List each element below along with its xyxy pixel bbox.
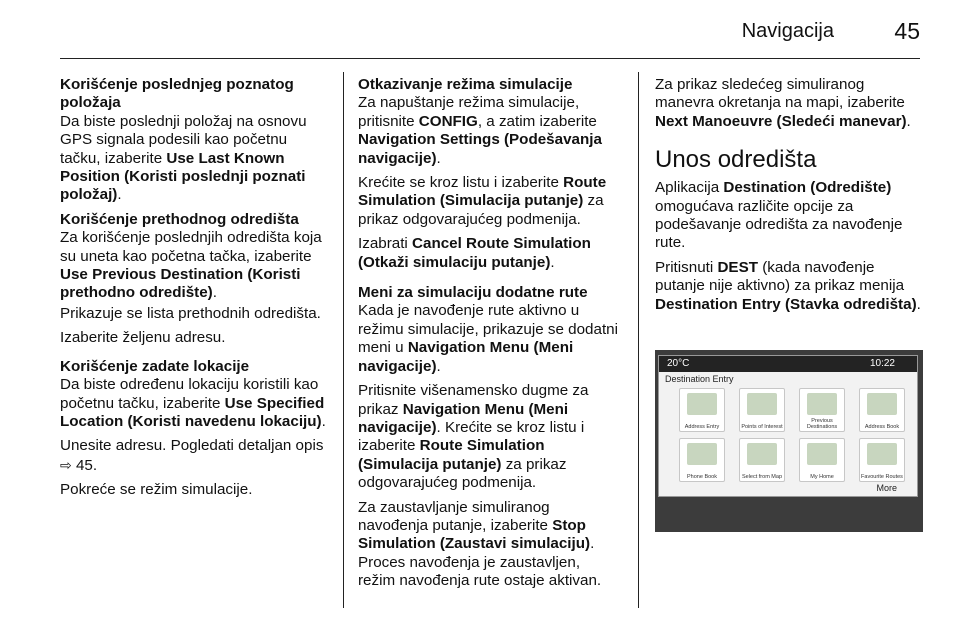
paragraph: Izabrati Cancel Route Simulation (Otkaži simulaciju putanje). [358, 235, 591, 271]
text: Unesite adresu. Pogledati detaljan opis [60, 437, 324, 455]
paragraph: Za zaustavljanje simuliranog navođenja putanje, izaberite Stop Simulation (Zaustavi simulaciju). [358, 498, 595, 553]
heading-additional-menu: Meni za simulaciju dodatne rute [358, 284, 588, 302]
text: Za napuštanje režima simulacije, pritisnite [358, 94, 580, 130]
text: Da biste određenu lokaciju koristili kao početnu tačku, izaberite [60, 376, 319, 412]
map-icon [687, 393, 717, 415]
heading-cancel-simulation: Otkazivanje režima simulacije [358, 76, 573, 93]
column-1 [60, 76, 328, 506]
text: Kada je navođenje rute aktivno u režimu simulacije, prikazuje se dodatni meni u [358, 302, 618, 357]
tile-label: Points of Interest [741, 424, 783, 430]
section-title: Navigacija [741, 20, 834, 42]
text: Pritisnite višenamensko dugme za prikaz [358, 382, 589, 418]
text: Za korišćenje poslednjih odredišta koja su uneta kao početna tačka, izaberite [60, 229, 322, 265]
text: Aplikacija [655, 179, 724, 197]
text: , a zatim izaberite [477, 112, 597, 130]
menu-option: Navigation Menu (Meni navigacije) [358, 400, 569, 436]
tile-address-entry [679, 388, 725, 432]
text: . Krećite se kroz listu i izaberite [358, 418, 585, 455]
home-icon [807, 443, 837, 465]
menu-option: Destination (Odredište) [723, 179, 892, 197]
page-number: 45 [894, 18, 920, 44]
book-icon [687, 443, 717, 465]
paragraph [60, 437, 328, 475]
book-icon [867, 393, 897, 415]
route-icon [867, 443, 897, 465]
tile-address-book [859, 388, 905, 432]
menu-option: Use Last Known Position (Koristi poslednji poznati položaj) [60, 149, 306, 204]
paragraph: Prikazuje se lista prethodnih odredišta. [60, 304, 321, 322]
screen-title: Destination Entry [665, 374, 734, 384]
button-name: DEST [717, 258, 758, 276]
paragraph: Da biste određenu lokaciju koristili kao početnu tačku, izaberite Use Specified Location (Koristi navedenu lokaciju). [60, 376, 326, 430]
tile-label: Select from Map [741, 474, 783, 480]
menu-option: Route Simulation (Simulacija putanje) [358, 437, 545, 473]
column-2 [358, 76, 620, 597]
clock: 10:22 [869, 358, 895, 369]
map-icon [747, 443, 777, 465]
text: Za prikaz sledećeg simuliranog manevra okretanja na mapi, izaberite [655, 76, 905, 112]
tile-points-of-interest [739, 388, 785, 432]
menu-option: Use Previous Destination (Koristi prethodno odredište) [60, 266, 301, 302]
text: (kada navođenje putanje nije aktivno) za prikaz menija [655, 258, 905, 295]
text: Pritisnuti [655, 258, 718, 276]
tile-phone-book [679, 438, 725, 482]
paragraph [655, 179, 923, 253]
menu-option: Use Specified Location (Koristi navedenu lokaciju) [60, 394, 325, 430]
tile-label: Favourite Routes [861, 474, 903, 480]
tile-label: My Home [810, 474, 834, 480]
map-icon [747, 393, 777, 415]
text: Za zaustavljanje simuliranog navođenja putanje, izaberite [358, 498, 553, 534]
text: za prikaz odgovarajućeg podmenija. [358, 192, 604, 228]
menu-option: Navigation Menu (Meni navigacije) [358, 339, 574, 375]
tile-my-home [799, 438, 845, 482]
paragraph: Pokreće se režim simulacije. [60, 481, 253, 499]
paragraph: Za korišćenje poslednjih odredišta koja su uneta kao početna tačka, izaberite Use Previous Destination (Koristi prethodno odredište). [60, 229, 322, 302]
paragraph: Za prikaz sledećeg simuliranog manevra okretanja na mapi, izaberite Next Manoeuvre (Sledeći manevar). [655, 76, 911, 130]
text: Da biste poslednji položaj na osnovu GPS signala podesili kao početnu tačku, izaberite [60, 112, 307, 167]
cross-reference-arrow-icon: ⇨ [60, 456, 72, 473]
tile-label: Phone Book [687, 474, 717, 480]
status-bar [659, 356, 917, 372]
paragraph: Da biste poslednji položaj na osnovu GPS signala podesili kao početnu tačku, izaberite Use Last Known Position (Koristi poslednji poznati položaj). [60, 112, 307, 204]
column-3 [655, 76, 923, 320]
cross-reference-page: 45. [75, 456, 98, 474]
paragraph [358, 174, 620, 229]
menu-option: Next Manoeuvre (Sledeći manevar) [655, 112, 907, 130]
tile-label: Previous Destinations [806, 418, 838, 430]
paragraph: Za napuštanje režima simulacije, pritisnite CONFIG, a zatim izaberite Navigation Settings (Podešavanja navigacije). [358, 94, 602, 167]
paragraph: Izaberite željenu adresu. [60, 329, 226, 347]
column-divider [343, 72, 344, 608]
paragraph [358, 382, 620, 492]
page-header [60, 0, 920, 59]
text: Izabrati [358, 235, 413, 253]
infotainment-screen [658, 355, 918, 497]
destination-entry-screenshot [655, 350, 923, 532]
column-divider [638, 72, 639, 608]
heading-last-position: Korišćenje poslednjeg poznatog položaja [60, 76, 294, 112]
text: omogućava različite opcije za podešavanje odredišta za navođenje rute. [655, 197, 903, 252]
temperature: 20°C [667, 358, 690, 369]
tile-select-from-map [739, 438, 785, 482]
heading-destination-entry: Unos odredišta [655, 146, 817, 174]
menu-option: Destination Entry (Stavka odredišta) [655, 295, 917, 313]
tile-previous-destinations [799, 388, 845, 432]
heading-previous-destination: Korišćenje prethodnog odredišta [60, 210, 299, 228]
more-button: More [876, 483, 897, 493]
menu-option: Route Simulation (Simulacija putanje) [358, 174, 607, 210]
paragraph: Pritisnuti DEST (kada navođenje putanje nije aktivno) za prikaz menija Destination Entry (Stavka odredišta). [655, 258, 921, 313]
button-name: CONFIG [418, 112, 478, 130]
tile-label: Address Entry [684, 424, 720, 430]
map-icon [807, 393, 837, 415]
menu-option: Stop Simulation (Zaustavi simulaciju) [358, 516, 591, 553]
heading-specified-location: Korišćenje zadate lokacije [60, 357, 250, 375]
text: za prikaz odgovarajućeg podmenija. [358, 455, 567, 492]
tile-label: Address Book [864, 424, 900, 430]
menu-option: Cancel Route Simulation (Otkaži simulaciju putanje) [358, 235, 591, 271]
paragraph: Proces navođenja je zaustavljen, režim navođenja rute ostaje aktivan. [358, 553, 602, 590]
tile-favourite-routes [859, 438, 905, 482]
text: Krećite se kroz listu i izaberite [358, 174, 564, 192]
paragraph: Kada je navođenje rute aktivno u režimu simulacije, prikazuje se dodatni meni u Navigation Menu (Meni navigacije). [358, 302, 618, 375]
menu-option: Navigation Settings (Podešavanja navigacije) [358, 131, 602, 167]
